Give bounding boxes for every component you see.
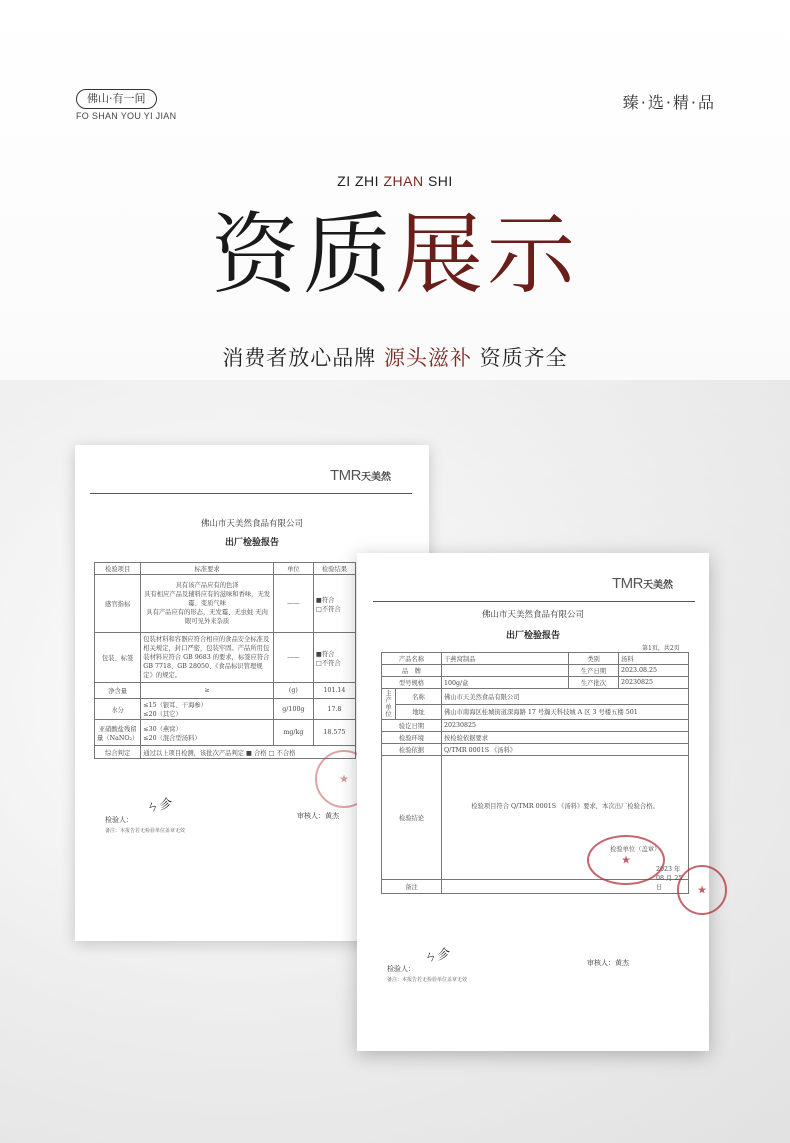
table-row: 检验环境 按检验依据要求 [382,732,689,744]
section-pinyin: ZI ZHI ZHAN SHI [337,173,453,189]
inspector-label: 检验人： [387,965,415,973]
tmr-logo: TMR天美然 [612,575,673,592]
table-row: 型号规格 100g/盒 生产批次 20230825 [382,677,689,689]
inspection-table [94,562,356,759]
report-note: 备注：本报告若无检验单位盖章无效 [105,828,186,834]
table-row: 综合判定 通过以上项目检测，该批次产品判定 ■ 合格 □ 不合格 [95,746,356,759]
brand-badge: 佛山·有一间 [76,89,157,109]
inspector-label: 检验人： [105,816,133,824]
table-row: 检验依据 Q/TMR 0001S 《汤料》 [382,744,689,756]
inspector-signature: ㄣ㐱 [422,946,451,967]
seal-label: 检验单位（盖章） [610,846,661,853]
report-title: 出厂检验报告 [224,538,279,548]
table-row: 主产单位 名称 佛山市天美然食品有限公司 [382,689,689,705]
report-title: 出厂检验报告 [505,631,560,641]
tmr-logo: TMR天美然 [330,467,391,484]
inspection-seal: ★ [587,835,665,885]
table-row: 备注 [382,880,689,894]
table-row: 地址 佛山市南海区桂城街道深海路 17 号瀚天科技城 A 区 3 号楼五楼 501 [382,704,689,720]
conclusion-text: 检验项目符合 Q/TMR 0001S 《汤料》要求，本次出厂检验合格。 [471,803,659,810]
issue-date: 2023 年 08 月 25 日 [656,866,683,891]
table-row: 验讫日期 20230825 [382,720,689,732]
page-subtitle: 消费者放心品牌 源头滋补 资质齐全 [222,346,568,370]
header-rule [90,493,412,494]
company-name: 佛山市天美然食品有限公司 [481,610,584,620]
company-seal: ★ [315,750,373,808]
table-row: 净含量 ≥ (g) 101.14 [95,683,356,699]
reviewer-label: 审核人：黄杰 [297,812,339,820]
table-row: 亚硝酸盐残留量（NaNO₂） ≤30（燕窝） ≤20（混合型汤料） mg/kg 18.575 [95,720,356,746]
table-row: 感官指标 具有该产品应有的色泽 具有相应产品及辅料应有的滋味和香味，无发霉、变质气味 具有产品应有的形态，无发霉、无虫蛀 无肉眼可见外来杂质 —— ■符合 □不符合 [95,575,356,633]
table-row: 检验结论 检验项目符合 Q/TMR 0001S 《汤料》要求，本次出厂检验合格。 检验单位（盖章） 2023 年 08 月 25 日 [382,756,689,880]
tagline: 臻·选·精·品 [622,93,716,112]
report-note: 备注：本报告若无检验单位盖章无效 [387,977,468,983]
page-number: 第1页，共2页 [642,645,680,652]
table-row: 产品名称 干燕窝制品 类别 汤料 [382,653,689,665]
company-seal: ★ [677,865,727,915]
table-row: 水分 ≤15（银耳、干海参） ≤20（其它） g/100g 17.8 [95,699,356,720]
brand-subtitle: FO SHAN YOU YI JIAN [76,111,177,121]
table-header-row: 检验项目 标准要求 单位 检验结果 [95,563,356,575]
header-rule [373,601,695,602]
table-row: 包装、标签 包装材料和容器应符合相应的食品安全标准及相关规定，封口严密，包装牢固。产品所用包装材料应符合 GB 9683 的要求，标签应符合 GB 7718、GB 28050、《食品标识管理规定》的规定。 —— ■符合 □不符合 [95,633,356,683]
table-row: 品 牌 生产日期 2023.08.25 [382,665,689,677]
company-name: 佛山市天美然食品有限公司 [200,519,303,529]
page-title: 资质展示 [210,203,580,306]
inspector-signature: ㄣ㐱 [144,796,173,817]
reviewer-label: 审核人：黄杰 [587,959,629,967]
inspection-report-2 [357,553,709,1051]
